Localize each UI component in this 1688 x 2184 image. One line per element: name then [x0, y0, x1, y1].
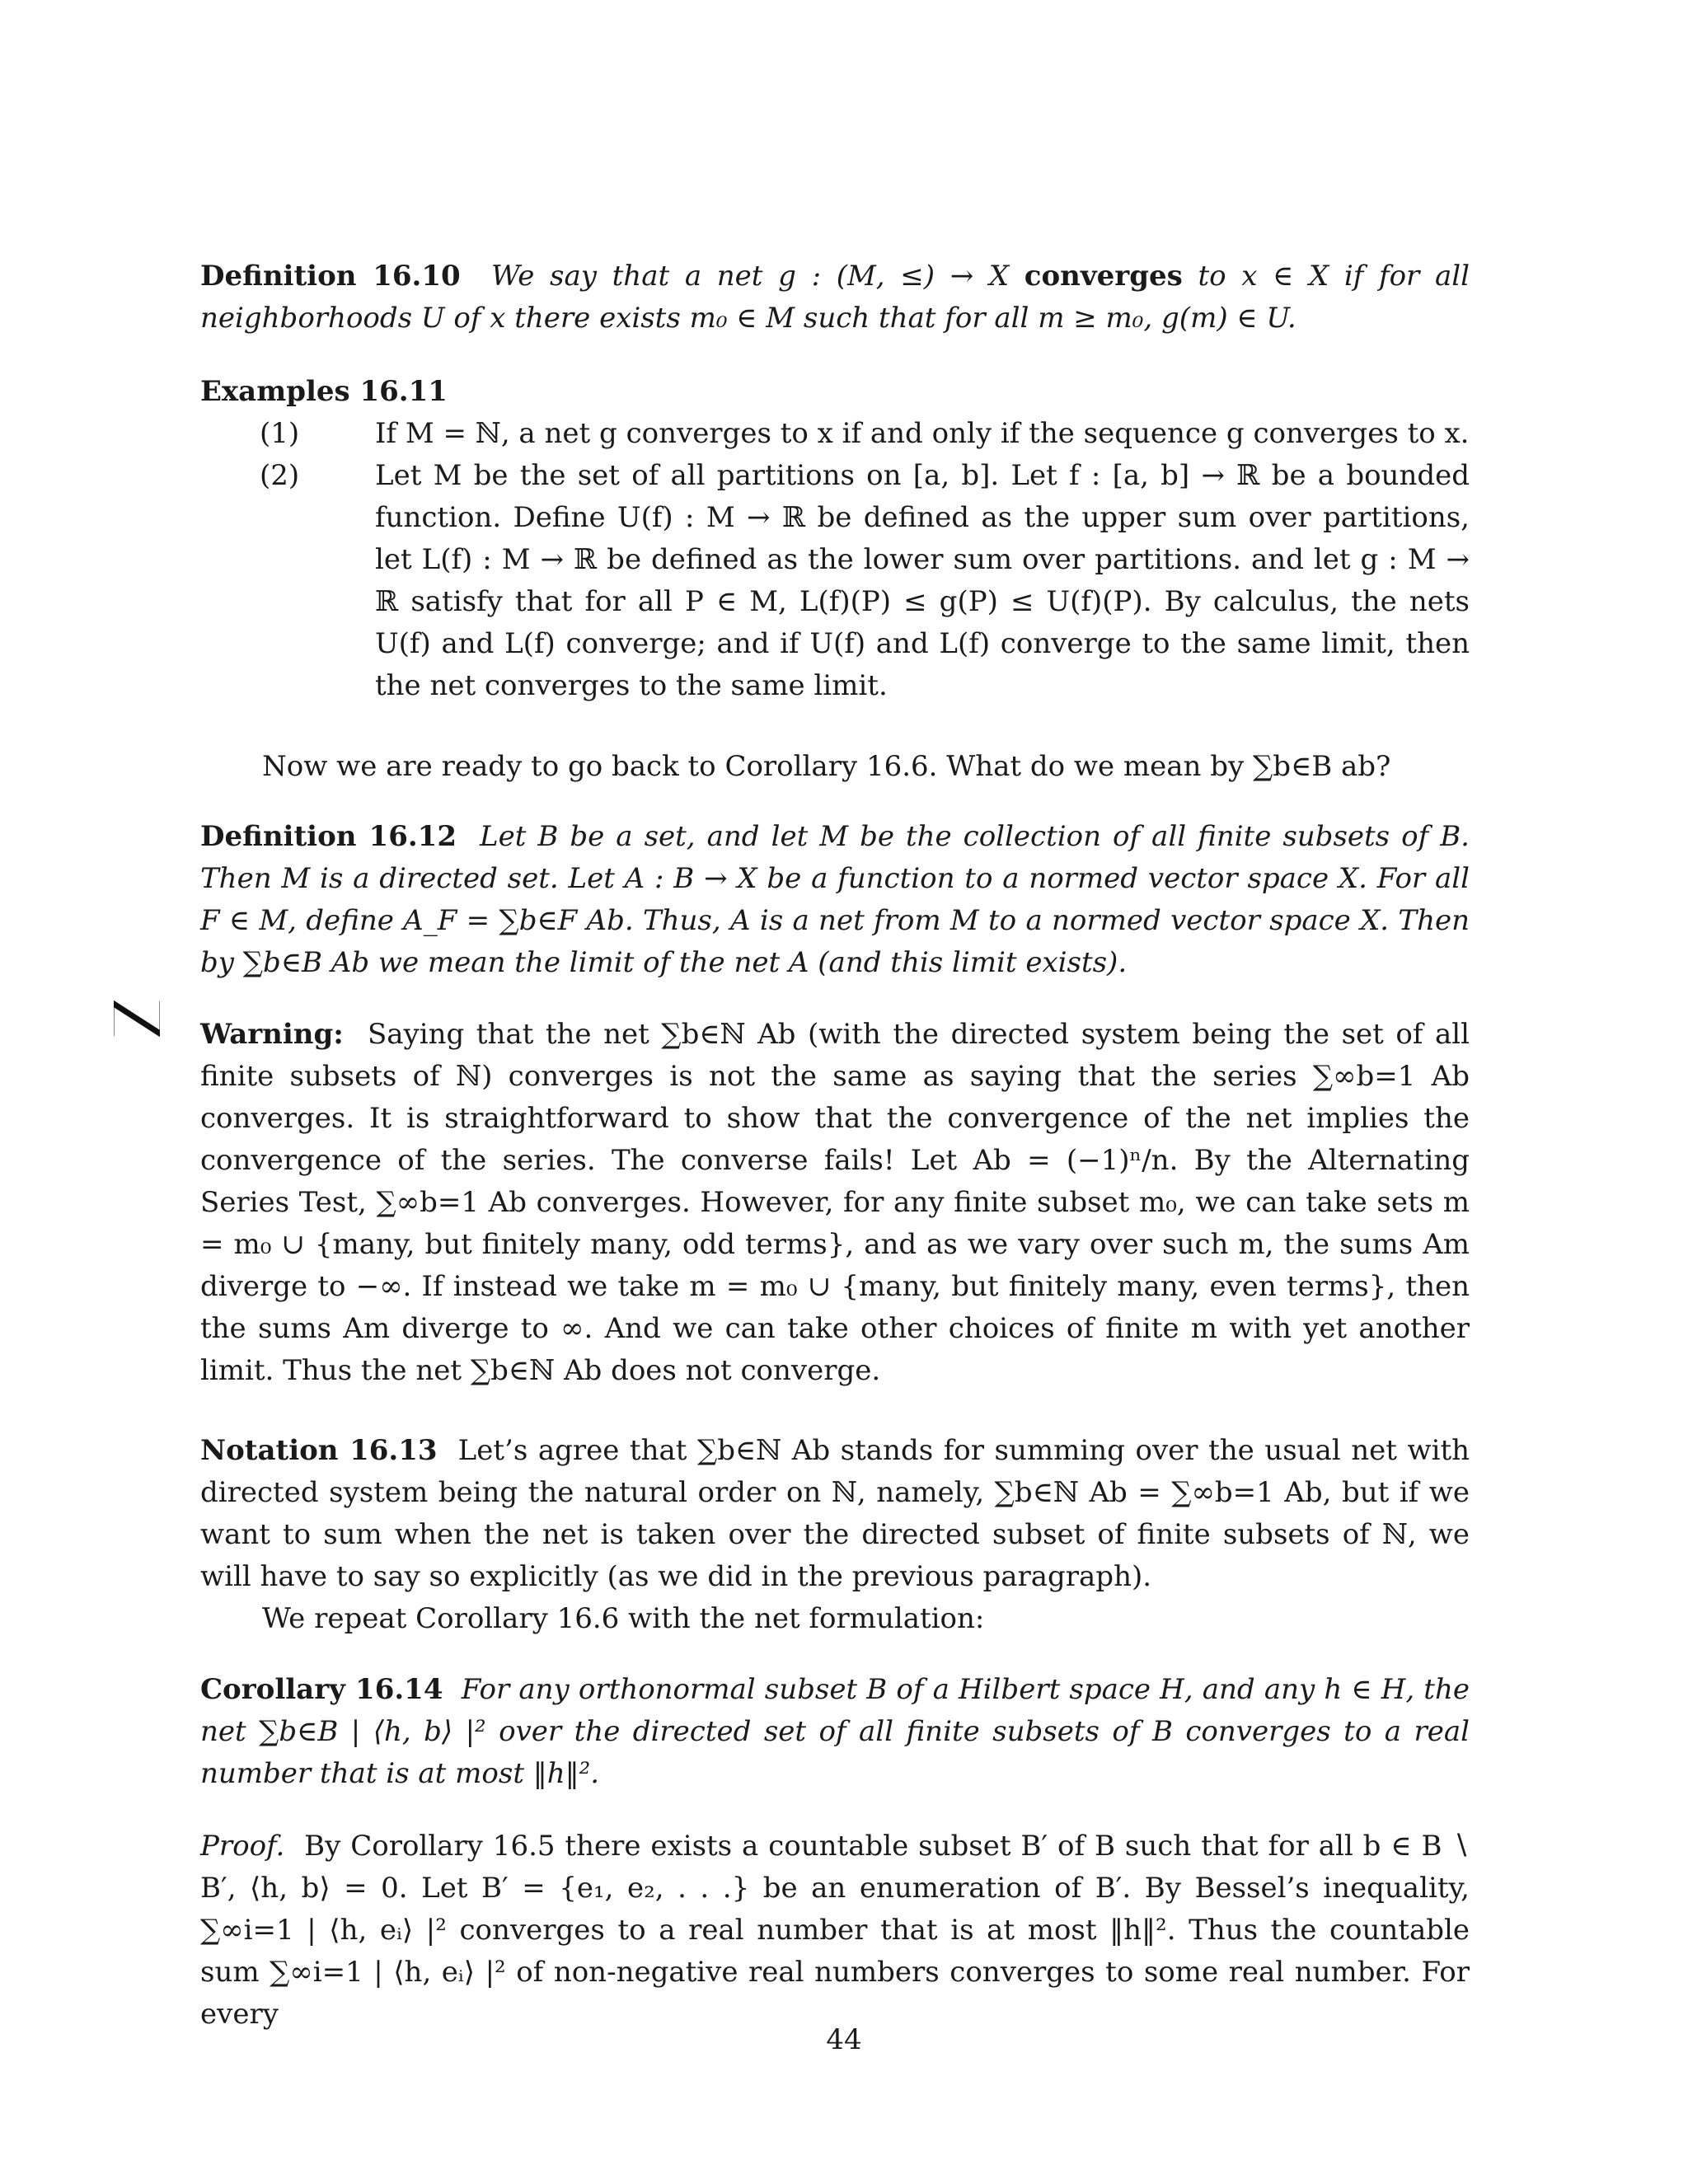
example-number: (1)	[260, 417, 300, 450]
warning-paragraph	[200, 1014, 1470, 1392]
notation-text: Let’s agree that ∑b∈ℕ Ab stands for summing over the usual net with directed system being the natural order on ℕ, namely, ∑b∈ℕ Ab = ∑∞b=1 Ab, but if we want to sum when the net is taken over the directed subset of finite subsets of ℕ, we will have to say so explicitly (as we did in the previous paragraph).	[200, 1434, 1470, 1593]
definition-text-part1: We say that a net g : (M, ≤) → X	[491, 260, 1010, 293]
notation-label: Notation 16.13	[200, 1434, 438, 1467]
definition-label: Definition 16.10	[200, 260, 461, 293]
warning-label: Warning:	[200, 1018, 344, 1051]
proof-text: By Corollary 16.5 there exists a countable subset B′ of B such that for all b ∈ B ∖ B′, ⟨h, b⟩ = 0. Let B′ = {e₁, e₂, . . .} be an enumeration of B′. By Bessel’s inequality, ∑∞i=1 | ⟨h, eᵢ⟩ |² converges to a real number that is at most ‖h‖². Thus the countable sum ∑∞i=1 | ⟨h, eᵢ⟩ |² of non-negative real numbers converges to some real number. For every	[200, 1830, 1470, 2031]
example-number: (2)	[260, 459, 300, 492]
page-number: 44	[826, 2023, 862, 2056]
proof-label: Proof.	[200, 1830, 285, 1863]
example-text: If M = ℕ, a net g converges to x if and only if the sequence g converges to x.	[375, 417, 1470, 450]
examples-label: Examples 16.11	[200, 375, 448, 408]
notation-16-13	[200, 1430, 1470, 1640]
warning-text: Saying that the net ∑b∈ℕ Ab (with the directed system being the set of all finite subsets of ℕ) converges is not the same as saying that the series ∑∞b=1 Ab converges. It is straightforward to show that the convergence of the net implies the convergence of the series. The converse fails! Let Ab = (−1)ⁿ/n. By the Alternating Series Test, ∑∞b=1 Ab converges. However, for any finite subset m₀, we can take sets m = m₀ ∪ {many, but finitely many, odd terms}, and as we vary over such m, the sums Am diverge to −∞. If instead we take m = m₀ ∪ {many, but finitely many, even terms}, then the sums Am diverge to ∞. And we can take other choices of finite m with yet another limit. Thus the net ∑b∈ℕ Ab does not converge.	[200, 1018, 1470, 1387]
examples-16-11	[200, 371, 1470, 707]
corollary-text: For any orthonormal subset B of a Hilbert space H, and any h ∈ H, the net ∑b∈B | ⟨h, b⟩ |² over the directed set of all finite subsets of B converges to a real number that is at most ‖h‖².	[200, 1673, 1470, 1790]
corollary-16-14	[200, 1669, 1470, 1795]
keyword-converges: converges	[1024, 260, 1183, 293]
now-paragraph	[200, 746, 1470, 788]
definition-text: Let B be a set, and let M be the collection of all finite subsets of B. Then M is a directed set. Let A : B → X be a function to a normed vector space X. For all F ∈ M, define A_F = ∑b∈F Ab. Thus, A is a net from M to a normed vector space X. Then by ∑b∈B Ab we mean the limit of the net A (and this limit exists).	[200, 820, 1470, 979]
repeat-text: We repeat Corollary 16.6 with the net formulation:	[262, 1602, 985, 1635]
corollary-label: Corollary 16.14	[200, 1673, 443, 1706]
example-item-1	[200, 413, 1470, 455]
proof-paragraph	[200, 1825, 1470, 2036]
now-text: Now we are ready to go back to Corollary 16.6. What do we mean by ∑b∈B ab?	[262, 750, 1391, 783]
definition-16-12	[200, 816, 1470, 984]
definition-text-part2: to x ∈ X if for all neighborhoods U of x there exists m₀ ∈ M such that for all m ≥ m₀, g(m) ∈ U.	[200, 260, 1470, 335]
example-item-2	[200, 455, 1470, 707]
handwritten-z-mark	[114, 985, 160, 1052]
example-text: Let M be the set of all partitions on [a, b]. Let f : [a, b] → ℝ be a bounded function. Define U(f) : M → ℝ be defined as the upper sum over partitions, let L(f) : M → ℝ be defined as the lower sum over partitions. and let g : M → ℝ satisfy that for all P ∈ M, L(f)(P) ≤ g(P) ≤ U(f)(P). By calculus, the nets U(f) and L(f) converge; and if U(f) and L(f) converge to the same limit, then the net converges to the same limit.	[375, 459, 1470, 702]
definition-16-10	[200, 255, 1470, 340]
definition-label: Definition 16.12	[200, 820, 457, 853]
